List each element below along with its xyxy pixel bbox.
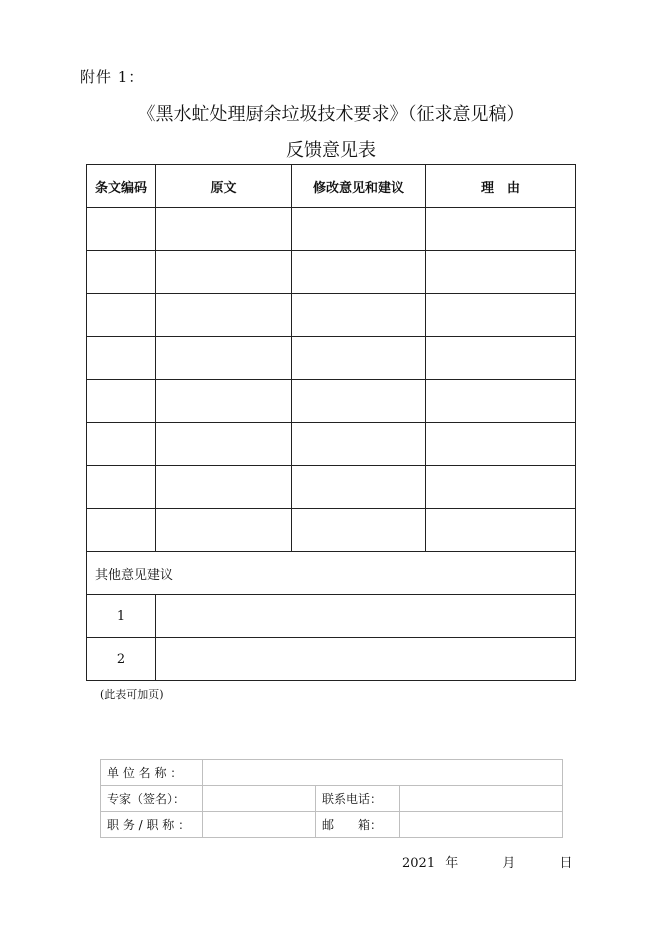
table-cell[interactable]: [156, 251, 292, 294]
phone-label: 联系电话：: [316, 786, 400, 812]
column-header-original-text: 原文: [156, 165, 292, 208]
contact-info-table: [100, 759, 563, 838]
table-cell[interactable]: [87, 466, 156, 509]
table-cell[interactable]: [426, 509, 576, 552]
table-cell[interactable]: [87, 337, 156, 380]
other-suggestions-header-row: [87, 552, 576, 595]
table-cell[interactable]: [292, 337, 426, 380]
column-header-suggestion: 修改意见和建议: [292, 165, 426, 208]
additional-pages-note: (此表可加页): [100, 688, 164, 701]
other-suggestions-label: 其他意见建议: [87, 552, 576, 595]
table-cell[interactable]: [292, 208, 426, 251]
table-cell[interactable]: [426, 337, 576, 380]
table-row: [87, 337, 576, 380]
other-suggestion-number: 1: [87, 595, 156, 638]
table-row: [87, 294, 576, 337]
document-title: 《黑水虻处理厨余垃圾技术要求》（征求意见稿）: [137, 104, 525, 125]
job-title-label: 职 务 / 职 称 ：: [101, 812, 203, 838]
table-cell[interactable]: [292, 423, 426, 466]
table-cell[interactable]: [87, 251, 156, 294]
table-cell[interactable]: [426, 380, 576, 423]
table-cell[interactable]: [292, 509, 426, 552]
info-row: [101, 760, 563, 786]
table-cell[interactable]: [156, 509, 292, 552]
table-cell[interactable]: [87, 380, 156, 423]
other-suggestion-row: [87, 595, 576, 638]
table-cell[interactable]: [87, 509, 156, 552]
table-row: [87, 509, 576, 552]
other-suggestion-field[interactable]: [156, 595, 576, 638]
table-cell[interactable]: [426, 466, 576, 509]
feedback-table: [86, 164, 576, 681]
attachment-label: 附件 1：: [80, 68, 145, 86]
table-cell[interactable]: [87, 423, 156, 466]
email-field[interactable]: [400, 812, 563, 838]
date-month-char: 月: [502, 856, 516, 871]
other-suggestion-number: 2: [87, 638, 156, 681]
table-cell[interactable]: [156, 423, 292, 466]
table-cell[interactable]: [426, 251, 576, 294]
date-year-char: 年: [445, 856, 459, 871]
table-cell[interactable]: [292, 251, 426, 294]
info-row: [101, 786, 563, 812]
table-cell[interactable]: [426, 423, 576, 466]
unit-name-field[interactable]: [203, 760, 563, 786]
table-cell[interactable]: [87, 294, 156, 337]
table-row: [87, 208, 576, 251]
table-cell[interactable]: [426, 294, 576, 337]
table-cell[interactable]: [292, 380, 426, 423]
other-suggestion-row: [87, 638, 576, 681]
table-row: [87, 380, 576, 423]
expert-signature-label: 专家（签名）：: [101, 786, 203, 812]
table-cell[interactable]: [156, 337, 292, 380]
table-cell[interactable]: [426, 208, 576, 251]
table-cell[interactable]: [156, 208, 292, 251]
column-header-clause-code: 条文编码: [87, 165, 156, 208]
table-cell[interactable]: [87, 208, 156, 251]
date-day-char: 日: [559, 856, 573, 871]
phone-field[interactable]: [400, 786, 563, 812]
column-header-reason: 理 由: [426, 165, 576, 208]
form-title: 反馈意见表: [286, 140, 376, 161]
other-suggestion-field[interactable]: [156, 638, 576, 681]
table-row: [87, 423, 576, 466]
table-cell[interactable]: [292, 466, 426, 509]
date-line: [402, 852, 573, 871]
table-header-row: [87, 165, 576, 208]
job-title-field[interactable]: [203, 812, 316, 838]
table-cell[interactable]: [292, 294, 426, 337]
table-cell[interactable]: [156, 466, 292, 509]
table-cell[interactable]: [156, 380, 292, 423]
email-label: 邮 箱：: [316, 812, 400, 838]
table-row: [87, 251, 576, 294]
info-row: [101, 812, 563, 838]
date-year: 2021: [402, 856, 436, 871]
table-cell[interactable]: [156, 294, 292, 337]
expert-signature-field[interactable]: [203, 786, 316, 812]
table-row: [87, 466, 576, 509]
unit-name-label: 单 位 名 称 ：: [101, 760, 203, 786]
